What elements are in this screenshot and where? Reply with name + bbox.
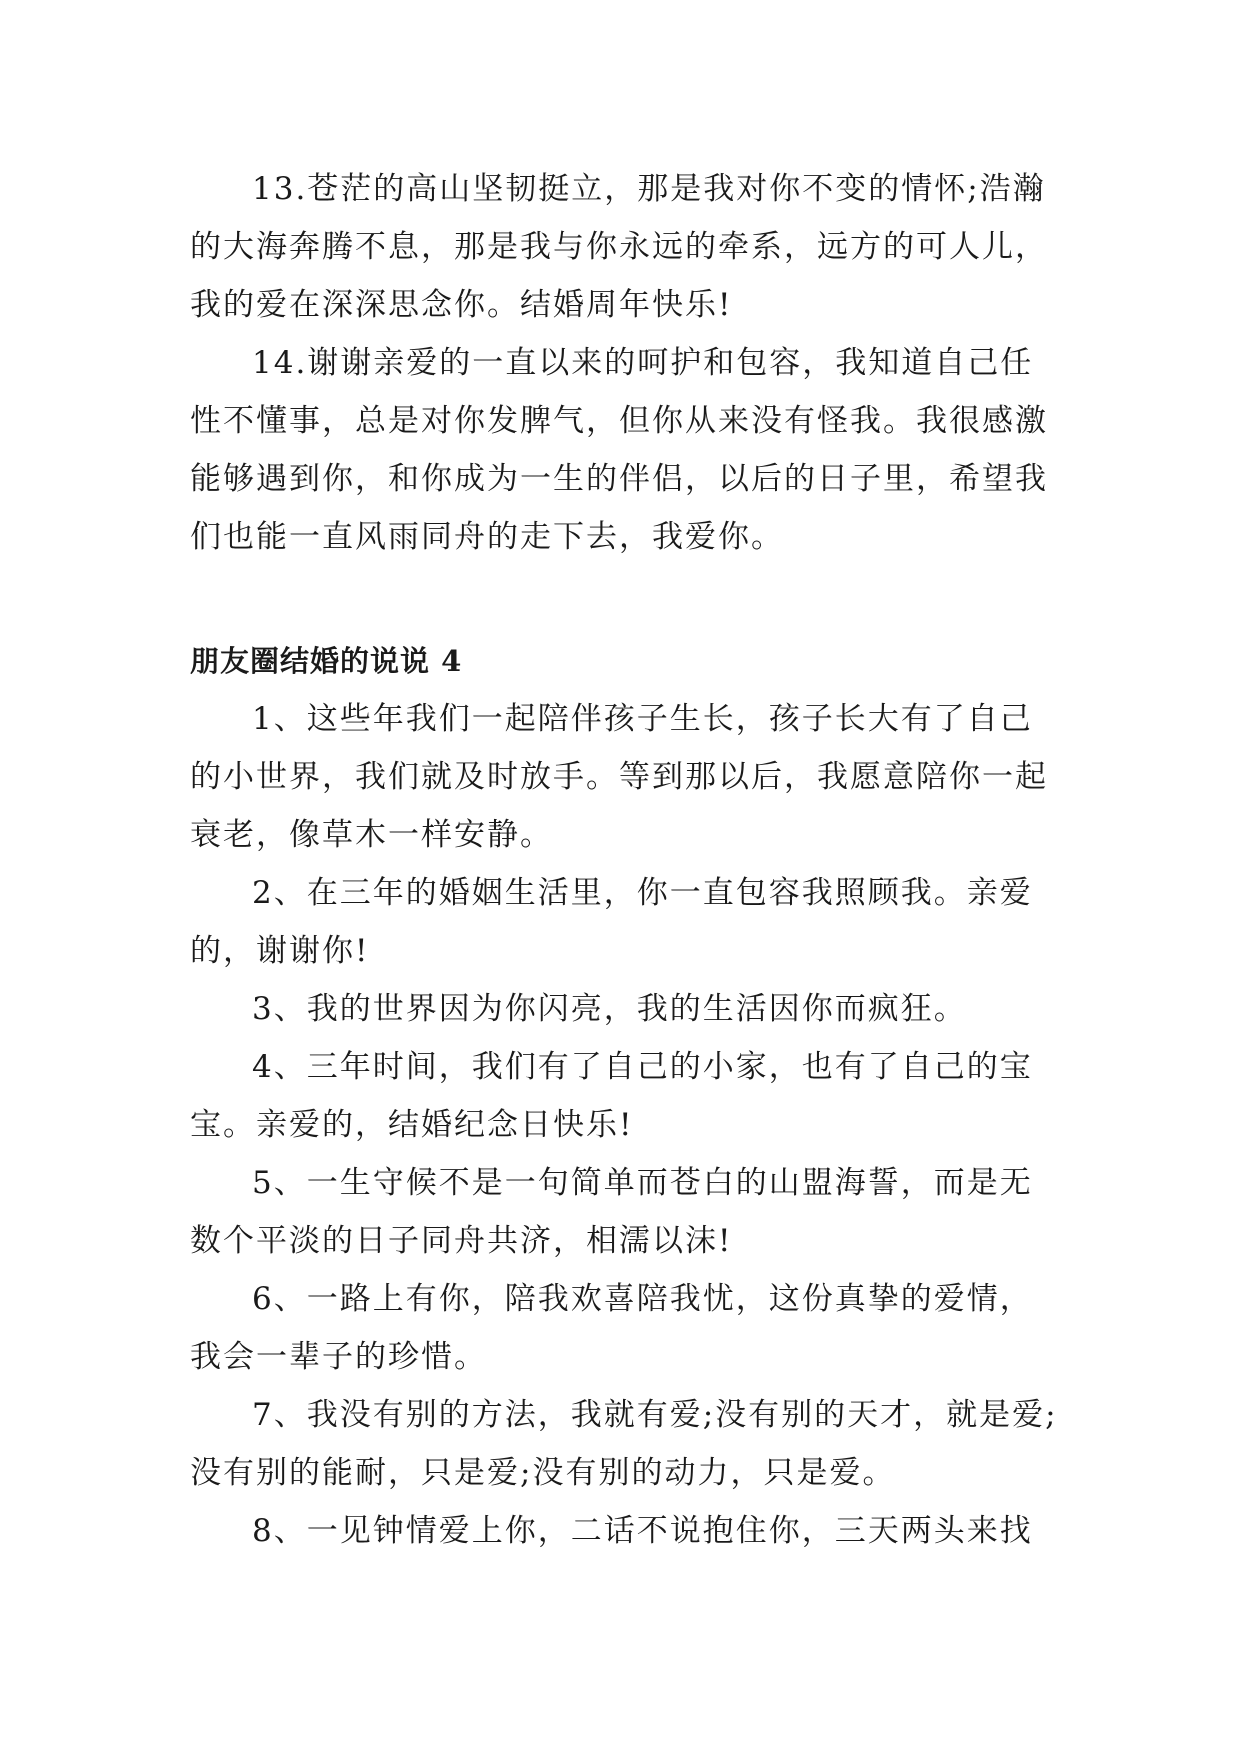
section-paragraph-5: 5、一生守候不是一句简单而苍白的山盟海誓，而是无数个平淡的日子同舟共济，相濡以沫! bbox=[190, 1165, 1033, 1259]
paragraph-14: 14.谢谢亲爱的一直以来的呵护和包容，我知道自己任性不懂事，总是对你发脾气，但你从来没有怪我。我很感激能够遇到你，和你成为一生的伴侣，以后的日子里，希望我们也能一直风雨同舟的走下去，我爱你。 bbox=[190, 345, 1048, 555]
section-paragraph-7: 7、我没有别的方法，我就有爱;没有别的天才，就是爱;没有别的能耐，只是爱;没有别的动力，只是爱。 bbox=[190, 1397, 1058, 1491]
section-paragraph-2: 2、在三年的婚姻生活里，你一直包容我照顾我。亲爱的，谢谢你! bbox=[190, 875, 1033, 969]
section-paragraph-6: 6、一路上有你，陪我欢喜陪我忧，这份真挚的爱情，我会一辈子的珍惜。 bbox=[190, 1281, 1033, 1375]
document-page bbox=[190, 160, 1060, 1560]
section-paragraph-3: 3、我的世界因为你闪亮，我的生活因你而疯狂。 bbox=[252, 991, 967, 1027]
section-paragraph-4: 4、三年时间，我们有了自己的小家，也有了自己的宝宝。亲爱的，结婚纪念日快乐! bbox=[190, 1049, 1033, 1143]
section-heading: 朋友圈结婚的说说 4 bbox=[190, 644, 463, 678]
paragraph-13: 13.苍茫的高山坚韧挺立，那是我对你不变的情怀;浩瀚的大海奔腾不息，那是我与你永远的牵系，远方的可人儿，我的爱在深深思念你。结婚周年快乐! bbox=[190, 171, 1048, 323]
section-paragraph-8: 8、一见钟情爱上你，二话不说抱住你，三天两头来找 bbox=[252, 1513, 1033, 1549]
section-paragraph-1: 1、这些年我们一起陪伴孩子生长，孩子长大有了自己的小世界，我们就及时放手。等到那以后，我愿意陪你一起衰老，像草木一样安静。 bbox=[190, 701, 1048, 853]
